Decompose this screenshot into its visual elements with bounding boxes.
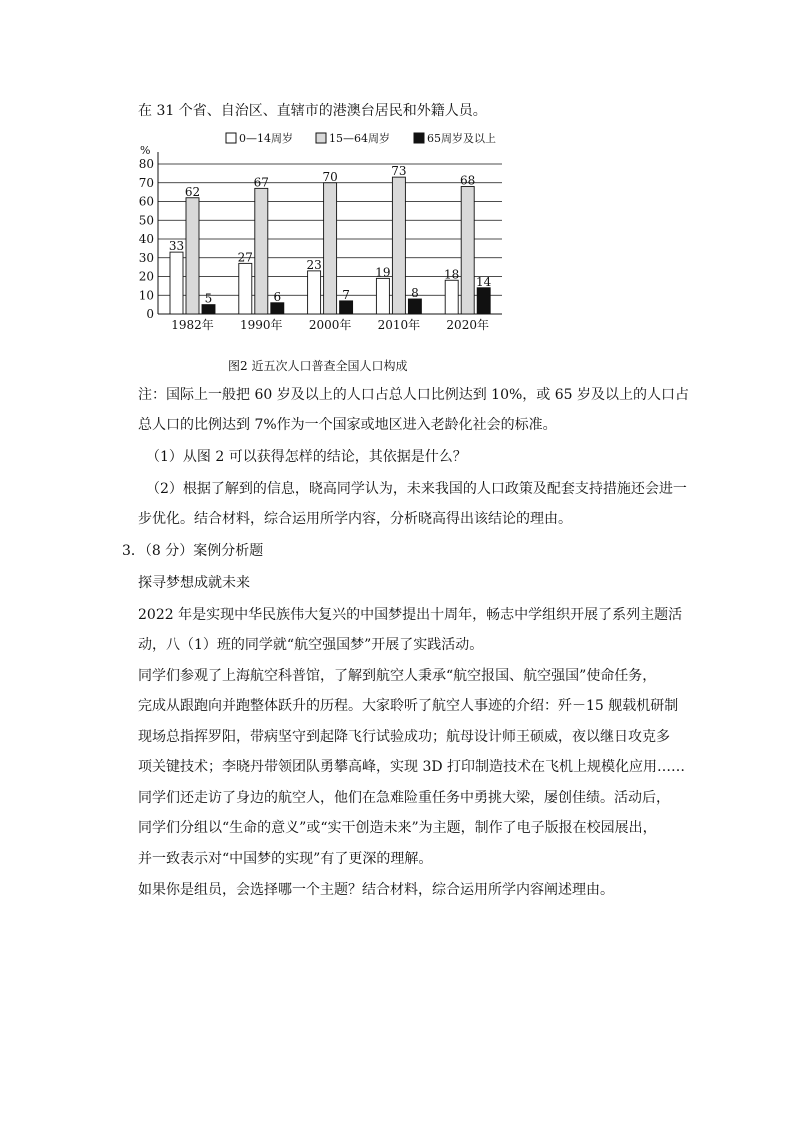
- bar: [392, 177, 405, 314]
- bar: [202, 305, 215, 314]
- x-tick-label: 2020年: [446, 318, 489, 332]
- question-3-line: 同学们还走访了身边的航空人，他们在急难险重任务中勇挑大梁，屡创佳绩。活动后，: [138, 790, 670, 806]
- bar: [477, 288, 490, 314]
- legend-swatch: [226, 133, 236, 143]
- bar: [324, 183, 337, 314]
- bar: [239, 263, 252, 314]
- y-tick-label: 70: [138, 175, 154, 190]
- question-3-line: 如果你是组员，会选择哪一个主题？结合材料，综合运用所学内容阐述理由。: [138, 882, 614, 898]
- bar: [461, 187, 474, 315]
- y-tick-label: 20: [138, 269, 154, 284]
- bar-value-label: 8: [411, 286, 419, 300]
- question-3-subtitle: 探寻梦想成就未来: [138, 575, 250, 591]
- bar: [308, 271, 321, 314]
- bar: [445, 280, 458, 314]
- bar-value-label: 5: [204, 291, 213, 306]
- x-tick-label: 2010年: [377, 318, 421, 332]
- legend-swatch: [414, 133, 424, 143]
- x-tick-label: 2000年: [308, 318, 352, 332]
- bar-value-label: 18: [444, 267, 460, 282]
- bar-value-label: 6: [273, 289, 282, 304]
- bar: [186, 198, 199, 314]
- y-tick-label: 80: [138, 157, 154, 171]
- bar: [255, 188, 268, 314]
- question-3-line: 2022 年是实现中华民族伟大复兴的中国梦提出十周年，畅志中学组织开展了系列主题活: [138, 607, 683, 623]
- bar-value-label: 68: [460, 173, 476, 188]
- y-tick-label: 50: [138, 213, 154, 228]
- bar-value-label: 33: [168, 239, 185, 254]
- y-tick-label: 40: [138, 232, 154, 246]
- question-3-line: 同学们分组以“生命的意义”或“实干创造未来”为主题，制作了电子版报在校园展出，: [138, 820, 657, 836]
- population-bar-chart: [130, 125, 520, 340]
- question-2-line-2: 步优化。结合材料，综合运用所学内容，分析晓高得出该结论的理由。: [138, 511, 572, 527]
- y-tick-label: 0: [146, 307, 154, 321]
- note-line-1: 注：国际上一般把 60 岁及以上的人口占总人口比例达到 10%，或 65 岁及以上的人口占: [138, 387, 689, 403]
- y-tick-label: 10: [138, 288, 154, 303]
- intro-text: 在 31 个省、自治区、直辖市的港澳台居民和外籍人员。: [138, 103, 487, 119]
- y-axis-unit: %: [140, 144, 151, 157]
- x-tick-label: 1990年: [240, 318, 283, 332]
- question-1: （1）从图 2 可以获得怎样的结论，其依据是什么？: [146, 449, 467, 465]
- question-2-line-1: （2）根据了解到的信息，晓高同学认为，未来我国的人口政策及配套支持措施还会进一: [146, 481, 687, 497]
- question-3-line: 现场总指挥罗阳，带病坚守到起降飞行试验成功；航母设计师王硕威，夜以继日攻克多: [138, 729, 670, 745]
- x-tick-label: 1982年: [171, 318, 214, 332]
- bar-value-label: 27: [237, 250, 253, 265]
- question-3-line: 并一致表示对“中国梦的实现”有了更深的理解。: [138, 851, 433, 867]
- bar-value-label: 67: [253, 175, 269, 190]
- bar-value-label: 73: [391, 164, 407, 179]
- legend-label: 15—64周岁: [329, 132, 390, 145]
- note-line-2: 总人口的比例达到 7%作为一个国家或地区进入老龄化社会的标准。: [138, 417, 557, 433]
- bar: [340, 301, 353, 314]
- question-3-heading: 3．（8 分）案例分析题: [122, 543, 264, 559]
- bar-value-label: 23: [306, 257, 322, 272]
- question-3-line: 动，八（1）班的同学就“航空强国梦”开展了实践活动。: [138, 637, 484, 653]
- question-3-line: 项关键技术；李晓丹带领团队勇攀高峰，实现 3D 打印制造技术在飞机上规模化应用……: [138, 759, 686, 775]
- bar: [271, 303, 284, 314]
- bar: [408, 299, 421, 314]
- legend-label: 0—14周岁: [239, 132, 293, 145]
- y-tick-label: 60: [138, 194, 154, 209]
- bar: [376, 278, 389, 314]
- legend-label: 65周岁及以上: [427, 132, 496, 145]
- y-tick-label: 30: [138, 250, 154, 265]
- bar-value-label: 19: [375, 265, 391, 280]
- chart-caption: 图2 近五次人口普查全国人口构成: [228, 359, 408, 373]
- bar-value-label: 7: [342, 287, 350, 302]
- bar-value-label: 14: [476, 274, 492, 289]
- legend-swatch: [316, 133, 326, 143]
- bar: [170, 252, 183, 314]
- question-3-line: 同学们参观了上海航空科普馆，了解到航空人秉承“航空报国、航空强国”使命任务，: [138, 668, 657, 684]
- question-3-line: 完成从跟跑向并跑整体跃升的历程。大家聆听了航空人事迹的介绍：歼－15 舰载机研制: [138, 698, 679, 714]
- bar-value-label: 62: [184, 184, 201, 199]
- bar-value-label: 70: [322, 169, 338, 184]
